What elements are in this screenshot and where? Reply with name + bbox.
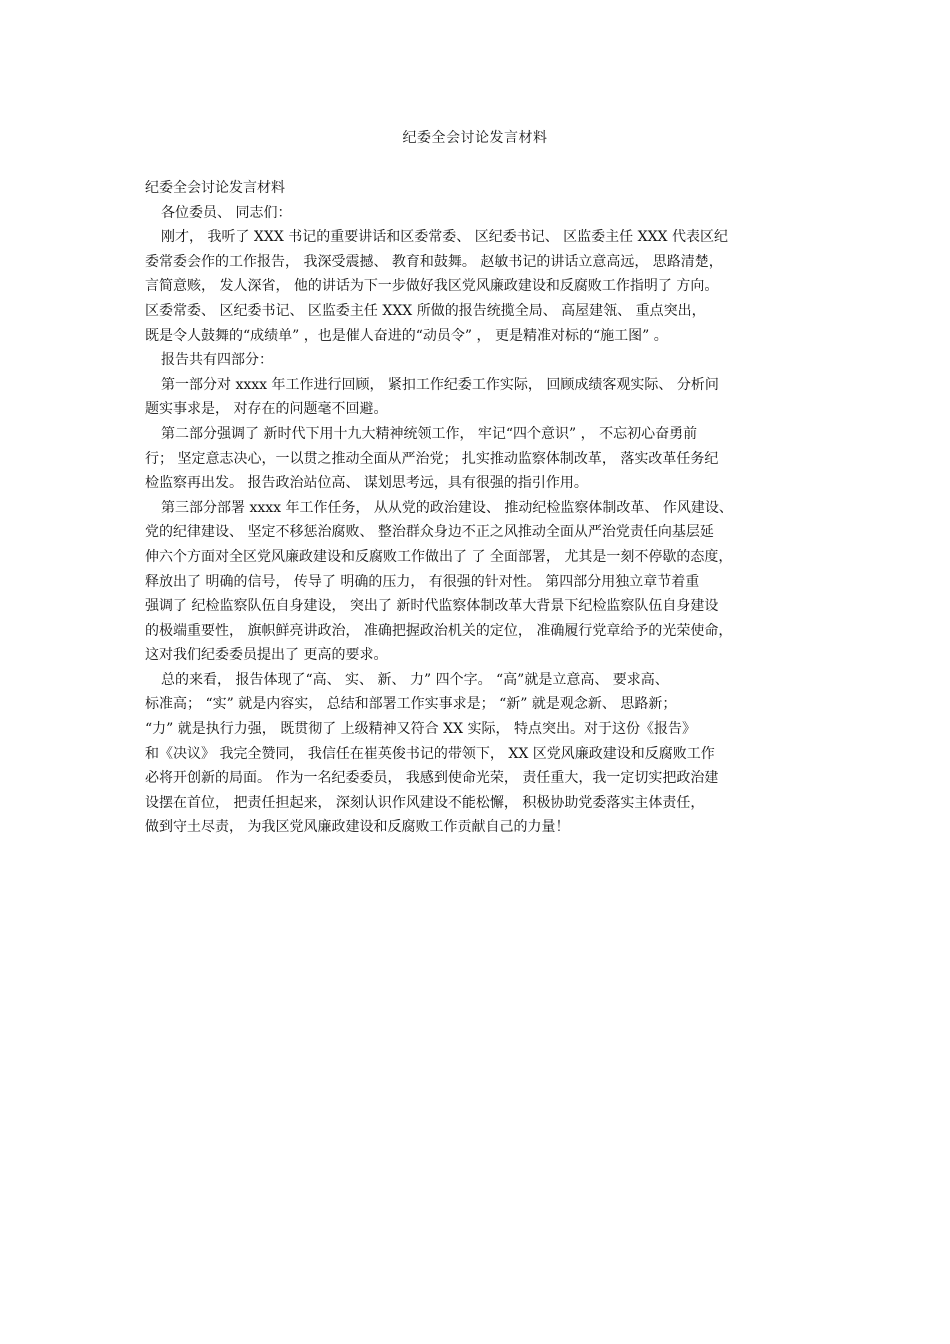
text-line: 行； 坚定意志决心，一以贯之推动全面从严治党； 扎实推动监察体制改革， 落实改革任务纪 bbox=[145, 450, 719, 467]
text-line: 标准高； “实” 就是内容实， 总结和部署工作实事求是； “新” 就是观念新、 思路新； bbox=[145, 696, 677, 713]
text-line: 各位委员、 同志们： bbox=[161, 204, 292, 221]
text-line: 设摆在首位， 把责任担起来， 深刻认识作风建设不能松懈， 积极协助党委落实主体责任， bbox=[145, 794, 705, 811]
text-line: 第一部分对 xxxx 年工作进行回顾， 紧扣工作纪委工作实际， 回顾成绩客观实际、 分析问 bbox=[161, 376, 719, 393]
text-line: 和《决议》 我完全赞同， 我信任在崔英俊书记的带领下， XX 区党风廉政建设和反腐败工作 bbox=[145, 745, 715, 762]
text-line: 纪委全会讨论发言材料 bbox=[145, 180, 285, 196]
text-line: 这对我们纪委委员提出了 更高的要求。 bbox=[145, 647, 388, 664]
text-line: 既是令人鼓舞的“成绩单” ，也是催人奋进的“动员令” ， 更是精准对标的“施工图” 。 bbox=[145, 327, 668, 344]
text-line: 第二部分强调了 新时代下用十九大精神统领工作， 牢记“四个意识” ， 不忘初心奋勇前 bbox=[161, 425, 698, 442]
text-line: 党的纪律建设、 坚定不移惩治腐败、 整治群众身边不正之风推动全面从严治党责任向基层延 bbox=[145, 524, 714, 541]
text-line: 区委常委、 区纪委书记、 区监委主任 XXX 所做的报告统揽全局、 高屋建瓴、 重点突出， bbox=[145, 302, 706, 319]
text-line: 报告共有四部分： bbox=[161, 352, 273, 369]
text-line: 做到守土尽责， 为我区党风廉政建设和反腐败工作贡献自己的力量！ bbox=[145, 819, 570, 836]
text-line: 题实事求是， 对存在的问题毫不回避。 bbox=[145, 401, 388, 418]
text-line: 检监察再出发。 报告政治站位高、 谋划思考远，具有很强的指引作用。 bbox=[145, 475, 588, 492]
document-title: 纪委全会讨论发言材料 bbox=[402, 130, 548, 146]
text-line: 第三部分部署 xxxx 年工作任务， 从从党的政治建设、 推动纪检监察体制改革、 作风建设、 bbox=[161, 499, 733, 516]
text-line: 言简意赅， 发人深省， 他的讲话为下一步做好我区党风廉政建设和反腐败工作指明了 方向。 bbox=[145, 278, 719, 295]
text-line: 伸六个方面对全区党风廉政建设和反腐败工作做出了 了 全面部署， 尤其是一刻不停歇的态度， bbox=[145, 548, 733, 565]
text-line: 委常委会作的工作报告， 我深受震撼、 教育和鼓舞。 赵敏书记的讲话立意高远， 思路清楚， bbox=[145, 253, 723, 270]
text-line: “力” 就是执行力强， 既贯彻了 上级精神又符合 XX 实际， 特点突出。对于这份《报告》 bbox=[145, 721, 696, 738]
text-line: 刚才， 我听了 XXX 书记的重要讲话和区委常委、 区纪委书记、 区监委主任 XXX 代表区纪 bbox=[161, 229, 728, 246]
text-line: 必将开创新的局面。 作为一名纪委委员， 我感到使命光荣， 责任重大，我一定切实把政治建 bbox=[145, 770, 719, 787]
text-line: 释放出了 明确的信号， 传导了 明确的压力， 有很强的针对性。 第四部分用独立章节着重 bbox=[145, 573, 700, 590]
text-line: 强调了 纪检监察队伍自身建设， 突出了 新时代监察体制改革大背景下纪检监察队伍自身建设 bbox=[145, 598, 719, 615]
document-body bbox=[145, 176, 815, 840]
text-line: 总的来看， 报告体现了“高、 实、 新、 力” 四个字。 “高”就是立意高、 要求高、 bbox=[161, 671, 669, 688]
text-line: 的极端重要性， 旗帜鲜亮讲政治， 准确把握政治机关的定位， 准确履行党章给予的光荣使命， bbox=[145, 622, 733, 639]
